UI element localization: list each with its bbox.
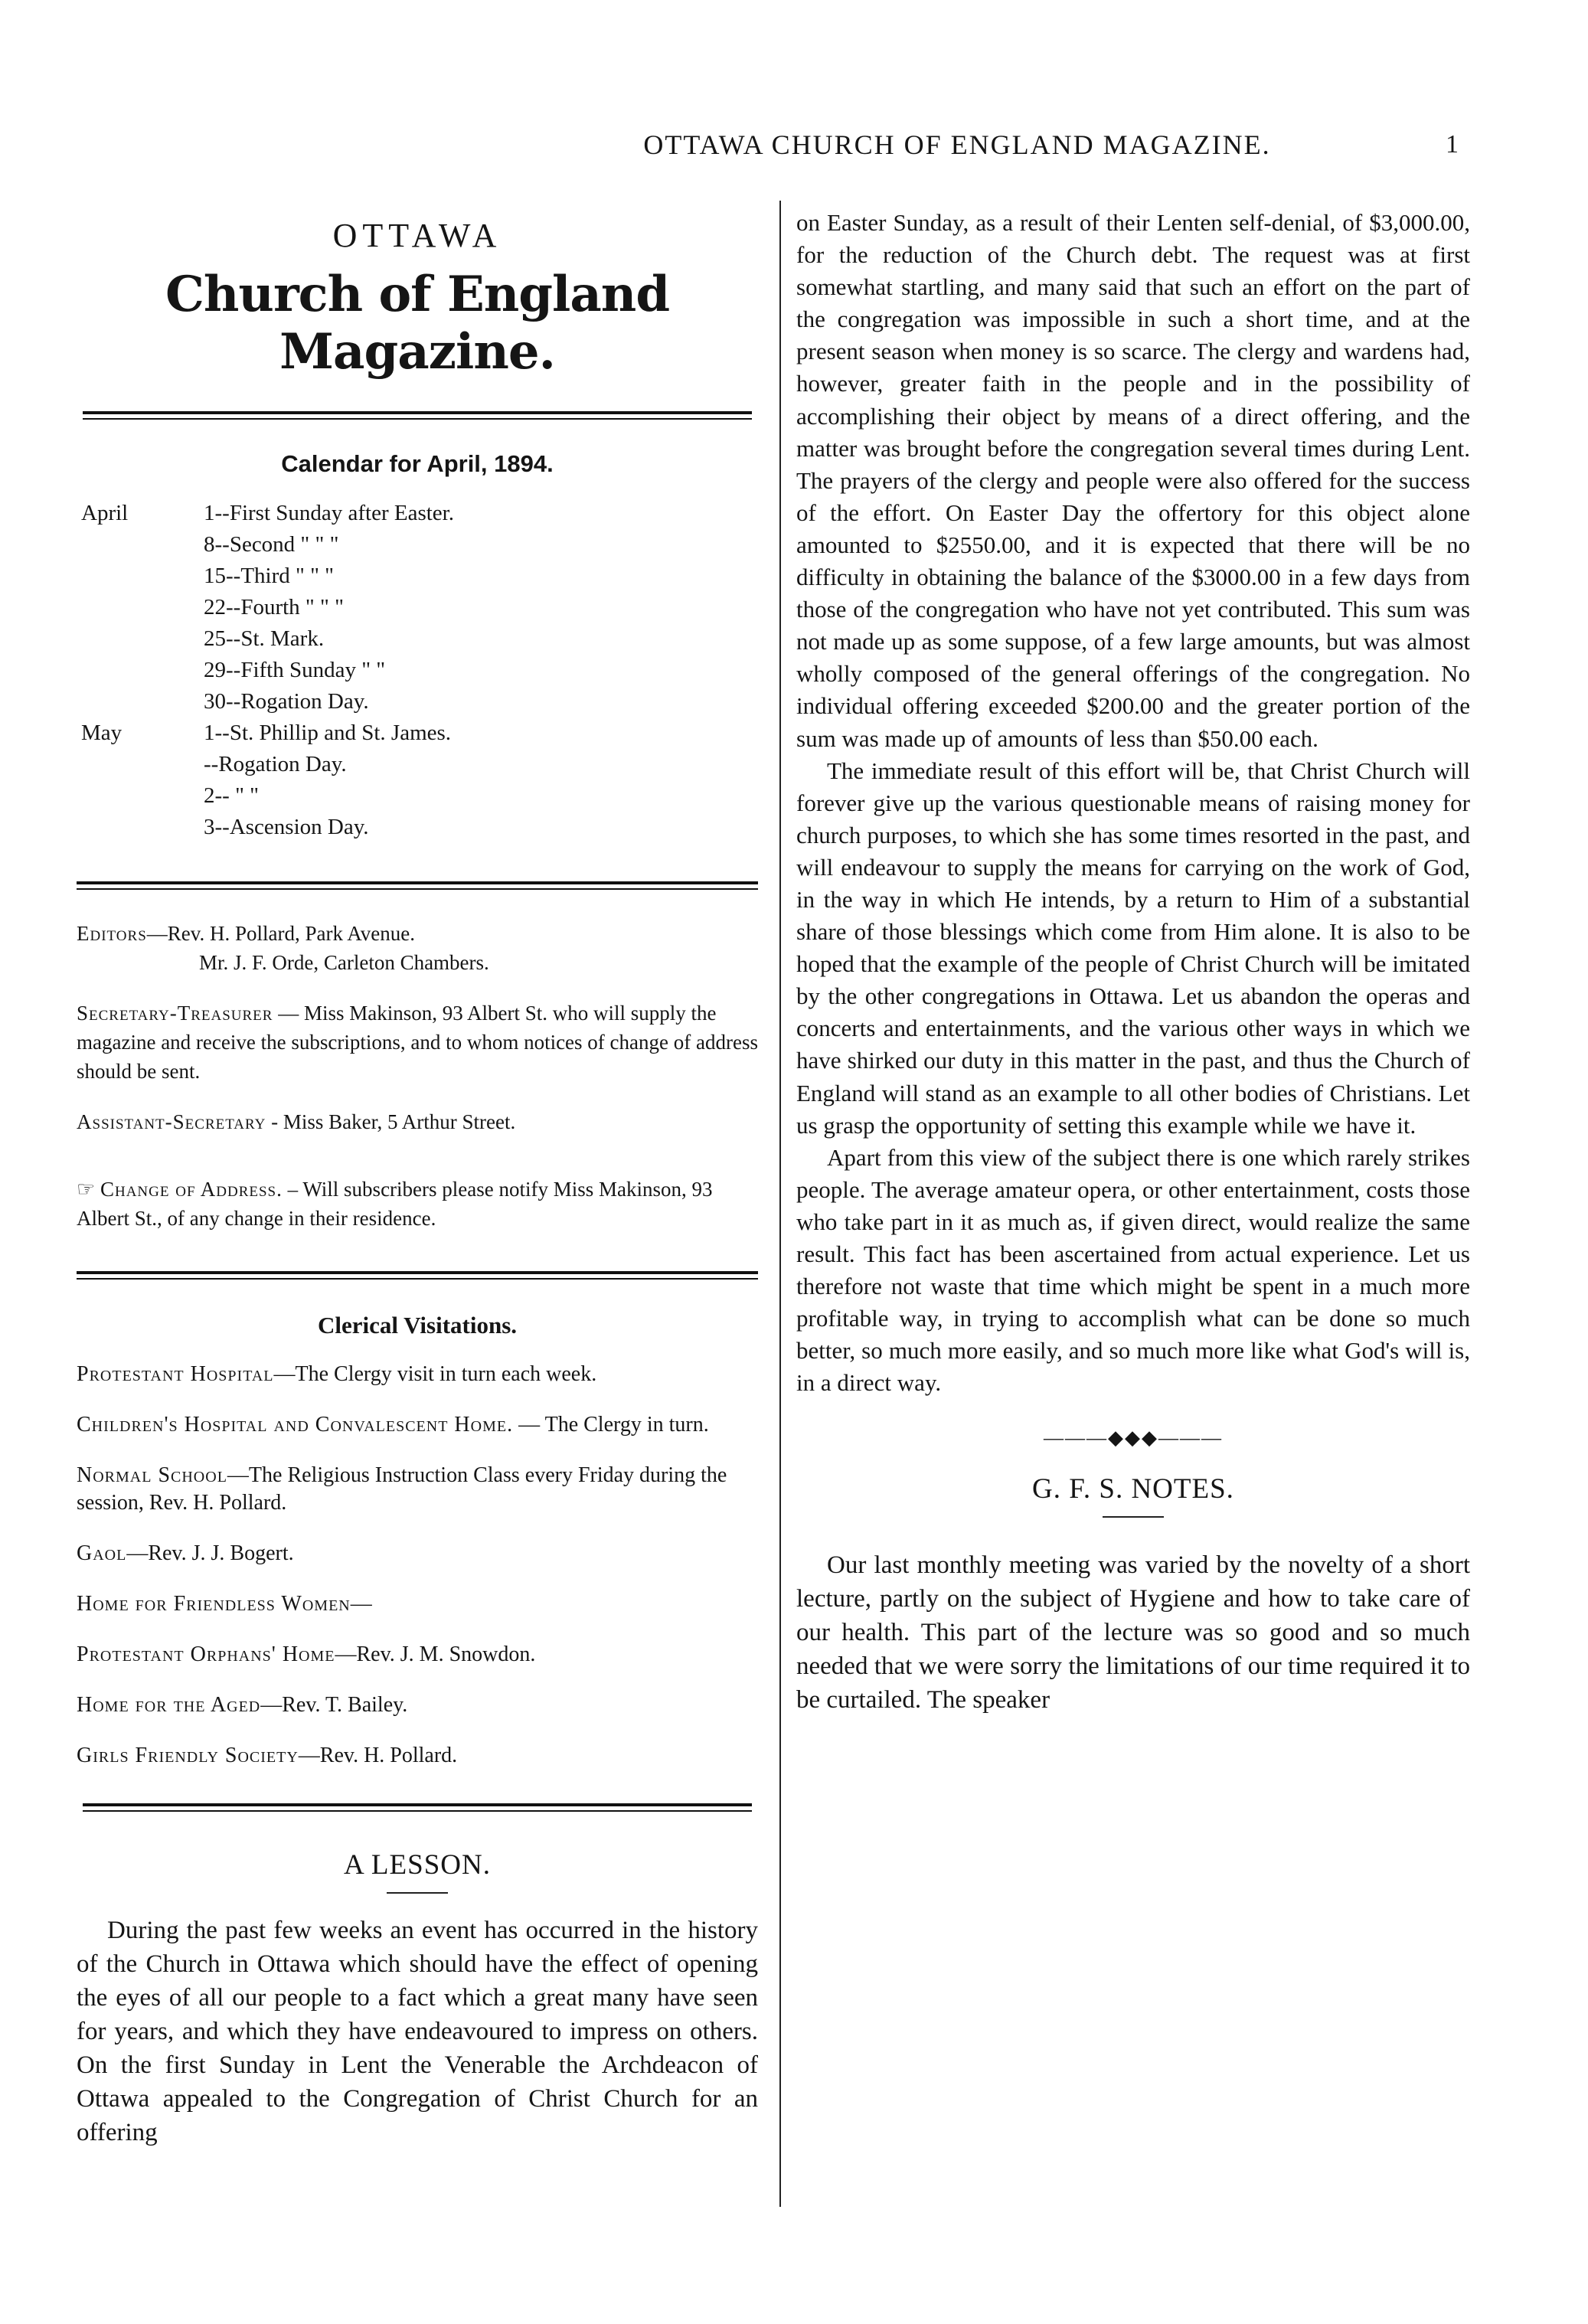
visitation-item: Protestant Hospital—The Clergy visit in turn each week.: [77, 1362, 597, 1386]
calendar-day: 1--First Sunday after Easter.: [204, 501, 454, 525]
visitation-label: Home for the Aged: [77, 1693, 261, 1717]
calendar-month: May: [81, 721, 123, 745]
visitation-item: Girls Friendly Society—Rev. H. Pollard.: [77, 1744, 458, 1767]
calendar-day: 25--St. Mark.: [204, 626, 325, 651]
calendar-month: [77, 780, 204, 812]
visitation-item: Protestant Orphans' Home—Rev. J. M. Snowdon.: [77, 1642, 536, 1666]
assistant-block: Assistant-Secretary - Miss Baker, 5 Arthur Street.: [77, 1110, 516, 1133]
editors-line-1: Rev. H. Pollard, Park Avenue.: [167, 922, 415, 945]
visitation-label: Children's Hospital and Convalescent Home.: [77, 1413, 514, 1437]
calendar-day: --Rogation Day.: [204, 752, 347, 776]
editors-block: Editors—Rev. H. Pollard, Park Avenue. Mr. J. F. Orde, Carleton Chambers.: [77, 922, 489, 974]
calendar-list: [77, 498, 758, 843]
gfs-paragraph: Our last monthly meeting was varied by the novelty of a short lecture, partly on the subject of Hygiene and how to take care of our health. This part of the lecture was so good and so much needed that we were sorry the limitations of our time required it to be curtailed. The speaker: [796, 1551, 1470, 1714]
secretary-block: Secretary-Treasurer — Miss Makinson, 93 Albert St. who will supply the magazine and receive the subscriptions, and to whom notices of change of address should be sent.: [77, 1002, 758, 1083]
calendar-row: [77, 717, 758, 749]
gfs-title-rule: [1103, 1516, 1164, 1518]
lesson-paragraph: The immediate result of this effort will be, that Christ Church will forever give up the various questionable means of raising money for church purposes, to which she has some times resorted in the past, and will endeavour to supply the means for carrying on the work of God, in the way in which He intends, by a return to Him of a substantial share of those blessings which come from Him alone. It is also to be hoped that the example of the people of Christ Church will be imitated by the other congregations in Ottawa. Let us abandon the operas and concerts and entertainments, and the various other ways in which we have shirked our duty in this matter in the past, and thus the Church of England will stand as an example to all other bodies of Christians. Let us grasp the opportunity of setting this example while we have it.: [796, 757, 1470, 1139]
address-rule: [77, 1271, 758, 1280]
visitation-text: Rev. H. Pollard.: [319, 1744, 458, 1767]
calendar-month: April: [81, 501, 129, 525]
calendar-row: [77, 498, 758, 529]
visitation-text: Rev. J. M. Snowdon.: [356, 1642, 536, 1666]
calendar-month: [77, 529, 204, 561]
secretary-text: Miss Makinson, 93 Albert St. who will supply the magazine and receive the subscriptions, and to whom notices of change of address should be sent.: [77, 1002, 758, 1083]
calendar-day: 3--Ascension Day.: [204, 815, 369, 839]
calendar-row: [77, 812, 758, 843]
visitation-text: Rev. J. J. Bogert.: [148, 1541, 294, 1565]
lesson-title-rule: [387, 1892, 448, 1894]
lesson-paragraph: on Easter Sunday, as a result of their Lenten self-denial, of $3,000.00, for the reduction of the Church debt. The request was at first somewhat startling, and many said that such an effort on the part of the congregation was impossible in such a short time, and at the present season when money is so scarce. The clergy and wardens had, however, greater faith in the people and in the possibility of accomplishing their object by means of a direct offering, and the matter was brought before the congregation several times during Lent. The prayers of the clergy and people were also offered for the success of the effort. On Easter Day the offertory for this object alone amounted to $2550.00, and it is expected that there will be no difficulty in obtaining the balance of the $3000.00 in a few days from those of the congregation who have not yet contributed. This sum was not made up as some suppose, of a few large amounts, but was almost wholly composed of the general offerings of the congregation. No individual offering exceeded $200.00 and the greater portion of the sum was made up of amounts of less than $50.00 each.: [796, 209, 1470, 752]
visitation-label: Home for Friendless Women: [77, 1592, 351, 1616]
assistant-label: Assistant-Secretary: [77, 1110, 266, 1133]
column-divider: [779, 201, 781, 2207]
visitations-title: Clerical Visitations.: [317, 1312, 518, 1339]
change-text: Will subscribers please notify Miss Makinson, 93 Albert St., of any change in their residence.: [77, 1178, 713, 1230]
calendar-day: 1--St. Phillip and St. James.: [204, 721, 452, 745]
calendar-row: [77, 686, 758, 717]
calendar-row: [77, 749, 758, 780]
calendar-row: [77, 623, 758, 655]
masthead-title: Church of England Magazine.: [165, 266, 670, 381]
calendar-row: [77, 561, 758, 592]
left-column: [77, 207, 758, 2149]
visitation-label: Normal School: [77, 1463, 227, 1487]
page-number: 1: [1446, 130, 1459, 159]
calendar-day: 2-- " ": [204, 783, 259, 808]
visitation-item: Home for the Aged—Rev. T. Bailey.: [77, 1693, 408, 1717]
masthead-rule: [83, 411, 752, 420]
visitation-item: Normal School—The Religious Instruction Class every Friday during the session, Rev. H. Pollard.: [77, 1463, 727, 1515]
visitation-label: Protestant Hospital: [77, 1362, 274, 1386]
calendar-month: [77, 686, 204, 717]
masthead-small: OTTAWA: [332, 217, 502, 254]
section-ornament: ———◆◆◆———: [1044, 1427, 1223, 1450]
pointing-hand-icon: ☞: [77, 1178, 96, 1201]
visitation-text: The Clergy in turn.: [544, 1413, 709, 1437]
calendar-month: [77, 812, 204, 843]
visitation-item: Gaol—Rev. J. J. Bogert.: [77, 1541, 294, 1565]
calendar-day: 15--Third " " ": [204, 564, 335, 588]
lesson-paragraph: During the past few weeks an event has occurred in the history of the Church in Ottawa which should have the effect of opening the eyes of all our people to a fact which a great many have seen for years, and which they have endeavoured to impress on others. On the first Sunday in Lent the Venerable the Archdeacon of Ottawa appealed to the Congregation of Christ Church for an offering: [77, 1917, 758, 2146]
lesson-paragraph: Apart from this view of the subject there is one which rarely strikes people. The average amateur opera, or other entertainment, costs those who take part in it as much as, if given direct, would realize the same result. This fact has been ascertained from actual experience. Let us therefore not waste that time which might be spent in a much more profitable way, in trying to accomplish what can be done so much better, so much more easily, and so much more like what God's will is, in a direct way.: [796, 1143, 1470, 1397]
calendar-month: [77, 749, 204, 780]
calendar-row: [77, 529, 758, 561]
running-title: OTTAWA CHURCH OF ENGLAND MAGAZINE.: [643, 129, 1271, 160]
lesson-title: A LESSON.: [344, 1849, 491, 1881]
calendar-row: [77, 655, 758, 686]
gfs-title: G. F. S. NOTES.: [1032, 1473, 1234, 1505]
calendar-day: 29--Fifth Sunday " ": [204, 658, 386, 682]
visitation-text: The Clergy visit in turn each week.: [295, 1362, 597, 1386]
assistant-text: Miss Baker, 5 Arthur Street.: [283, 1110, 516, 1133]
visitation-label: Gaol: [77, 1541, 127, 1565]
editors-label: Editors: [77, 922, 147, 945]
calendar-month: [77, 655, 204, 686]
visitation-item: Children's Hospital and Convalescent Home. — The Clergy in turn.: [77, 1413, 709, 1437]
change-of-address-block: ☞ Change of Address. – Will subscribers please notify Miss Makinson, 93 Albert St., of any change in their residence.: [77, 1178, 713, 1230]
right-column: [796, 207, 1470, 1717]
calendar-row: [77, 780, 758, 812]
calendar-month: [77, 592, 204, 623]
calendar-month: [77, 623, 204, 655]
calendar-day: 30--Rogation Day.: [204, 689, 369, 714]
visitation-label: Girls Friendly Society: [77, 1744, 299, 1767]
change-label: Change of Address.: [100, 1178, 283, 1201]
calendar-day: 22--Fourth " " ": [204, 595, 344, 619]
visitation-item: Home for Friendless Women—: [77, 1592, 372, 1616]
secretary-label: Secretary-Treasurer: [77, 1002, 273, 1025]
editors-line-2: Mr. J. F. Orde, Carleton Chambers.: [199, 951, 489, 974]
visitation-text: The Religious Instruction Class every Friday during the session, Rev. H. Pollard.: [77, 1463, 727, 1515]
calendar-rule: [77, 881, 758, 890]
calendar-title: Calendar for April, 1894.: [281, 450, 554, 477]
calendar-month: [77, 561, 204, 592]
visitations-rule: [83, 1803, 752, 1812]
visitation-text: Rev. T. Bailey.: [282, 1693, 408, 1717]
calendar-row: [77, 592, 758, 623]
visitation-label: Protestant Orphans' Home: [77, 1642, 335, 1666]
calendar-day: 8--Second " " ": [204, 532, 339, 557]
